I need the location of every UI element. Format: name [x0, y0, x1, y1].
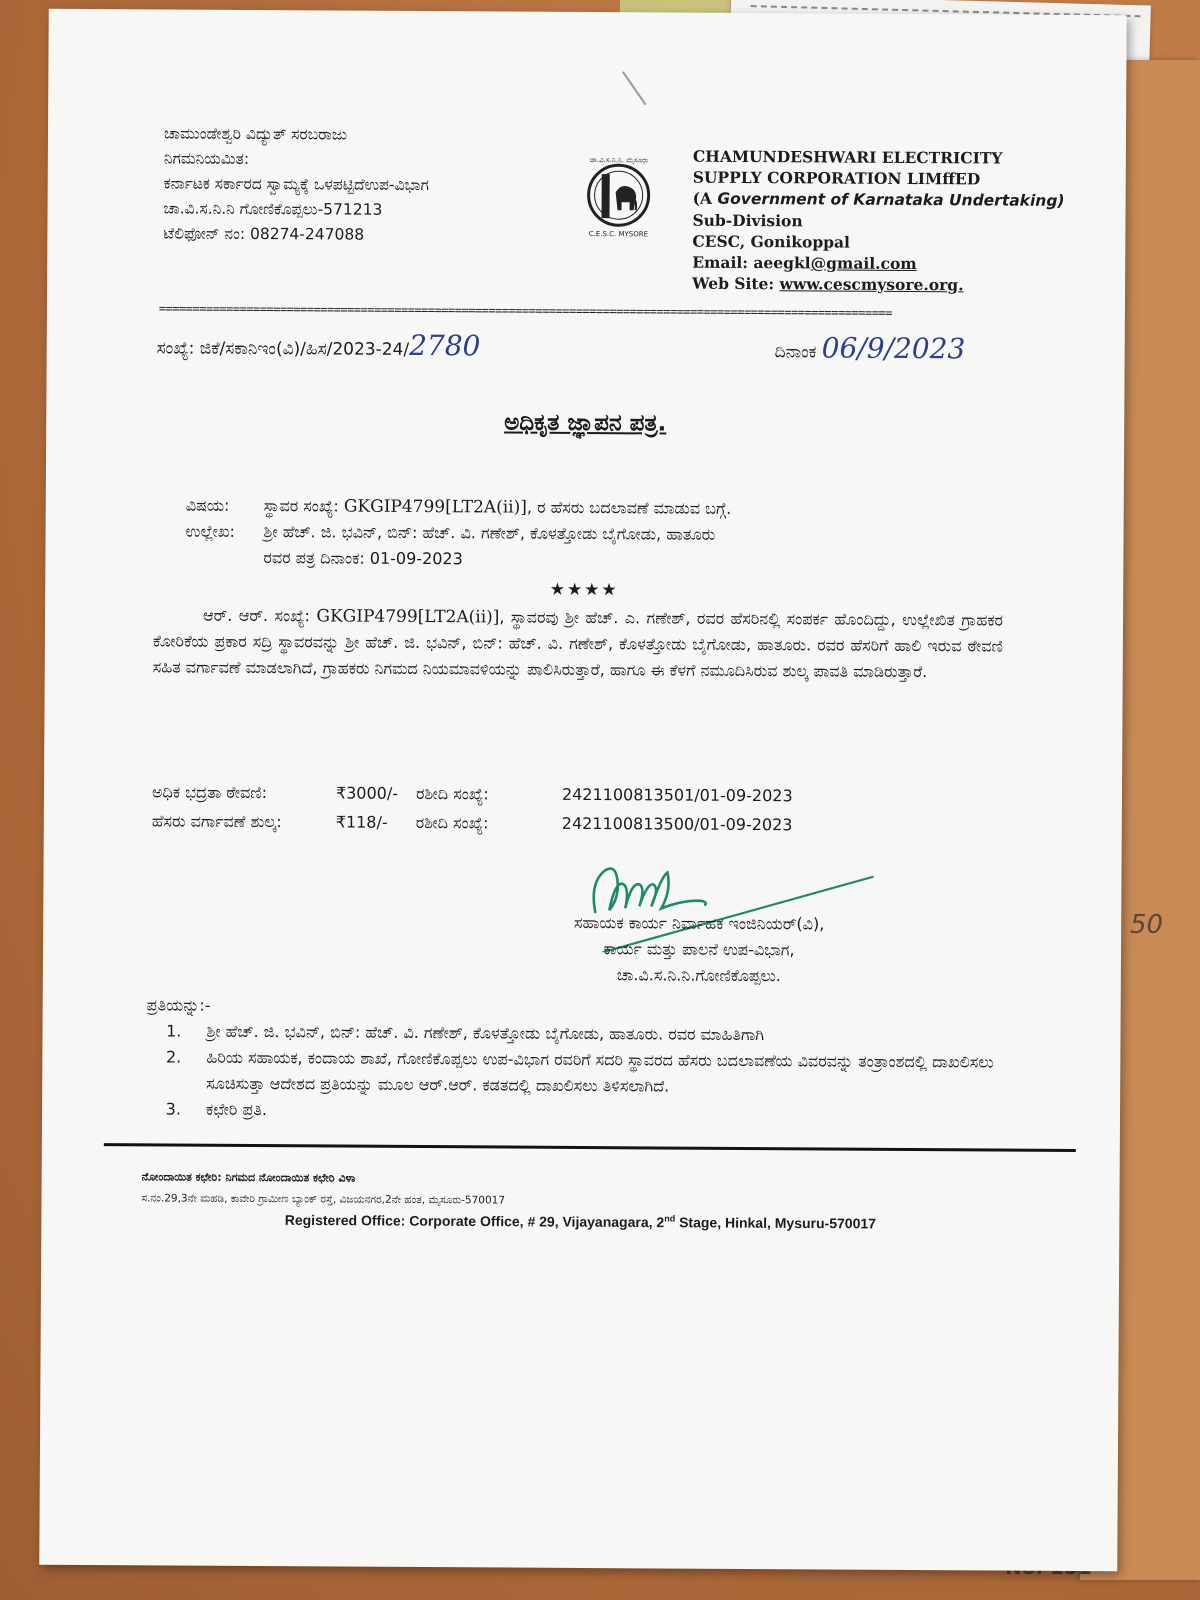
header-kn-line4: ಚಾ.ವಿ.ಸ.ನಿ.ನಿ ಗೋಣಿಕೊಪ್ಪಲು-571213 — [163, 199, 383, 219]
logo-bottom-text: C.E.S.C. MYSORE — [588, 230, 649, 239]
copies-list-item: 3. ಕಛೇರಿ ಪ್ರತಿ. — [186, 1097, 1006, 1128]
letter-date — [775, 331, 966, 365]
fee-amount: ₹118/- — [335, 812, 388, 832]
ref-line2-text: ರವರ ಪತ್ರ ದಿನಾಂಕ: 01-09-2023 — [263, 548, 463, 569]
header-en-line3-italic: Government of Karnataka Undertaking) — [717, 189, 1065, 210]
header-email — [692, 252, 1064, 275]
header-en-line3-prefix: (A — [692, 188, 718, 208]
footer-en-sup: nd — [664, 1213, 676, 1224]
staple-pin — [622, 71, 646, 105]
footer-en-pre: Registered Office: Corporate Office, # 29, Vijayanagara, 2 — [284, 1211, 665, 1231]
fee-label: ಅಧಿಕ ಭದ್ರತಾ ಠೇವಣಿ: — [151, 782, 268, 803]
header-kn-line2: ನಿಗಮನಿಯಮಿತ: — [163, 149, 250, 168]
website-link[interactable]: www.cescmysore.org. — [779, 274, 964, 295]
cesc-logo-icon — [575, 152, 662, 239]
reference-prefix: ಸಂಖ್ಯೆ: ಜಿಕೆ/ಸಕಾನಿಇಂ(ವಿ)/ಹಿಸ/2023-24/ — [156, 338, 410, 360]
header-english — [692, 146, 1065, 296]
fee-receipt-number: 2421100813500/01-09-2023 — [561, 813, 793, 835]
header-en-line5: CESC, Gonikoppal — [692, 231, 851, 252]
reference-number — [157, 327, 481, 362]
header-en-line3 — [693, 188, 1065, 212]
header-en-line1: CHAMUNDESHWARI ELECTRICITY — [692, 146, 1003, 168]
designation-line1: ಸಹಾಯಕ ಕಾರ್ಯ ನಿರ್ವಾಹಕ ಇಂಜಿನಿಯರ್(ವಿ), — [573, 912, 825, 934]
footer-registered-office — [41, 1210, 1119, 1233]
logo-top-text: ಚಾ.ವಿ.ಸ.ನಿ.ನಿ. ಮೈಸೂರು — [589, 156, 649, 165]
header-en-line2: SUPPLY CORPORATION LIMffED — [692, 167, 981, 189]
copies-list — [146, 1018, 1007, 1127]
website-label: Web Site: — [692, 273, 780, 294]
email-link[interactable]: @gmail.com — [810, 253, 917, 274]
subject-code: GKGIP4799[LT2A(ii)] — [343, 496, 527, 518]
date-handwritten: 06/9/2023 — [821, 331, 966, 366]
footer-en-post: Stage, Hinkal, Mysuru-570017 — [675, 1214, 877, 1232]
header-kn-line5: ಟೆಲಿಫೋನ್ ನಂ: 08274-247088 — [163, 224, 365, 244]
fee-amount: ₹3000/- — [335, 783, 399, 803]
header-en-line4: Sub-Division — [692, 210, 803, 231]
fee-label: ಹೆಸರು ವರ್ಗಾವಣೆ ಶುಲ್ಕ: — [151, 811, 282, 832]
body-pre: ಆರ್. ಆರ್. ಸಂಖ್ಯೆ: — [203, 605, 317, 626]
subject-line — [186, 493, 732, 522]
reference-line2 — [185, 545, 731, 574]
date-label: ದಿನಾಂಕ — [774, 342, 822, 363]
subject-post: , ರ ಹೆಸರು ಬದಲಾವಣೆ ಮಾಡುವ ಬಗ್ಗೆ. — [526, 497, 732, 518]
header-website — [692, 273, 1064, 296]
reference-number-handwritten: 2780 — [409, 328, 481, 363]
fee-row — [152, 777, 793, 810]
header-kn-line3: ಕರ್ನಾಟಕ ಸರ್ಕಾರದ ಸ್ವಾಮ್ಯಕ್ಕೆ ಒಳಪಟ್ಟಿದೆಉಪ-ವಿಭಾಗ — [163, 174, 430, 195]
ref-label: ಉಲ್ಲೇಖ: — [185, 521, 236, 541]
subject-pre: ಸ್ಥಾವರ ಸಂಖ್ಯೆ: — [263, 496, 344, 516]
signatory-designation — [509, 910, 889, 990]
fees-table — [152, 777, 793, 839]
letter-title — [46, 407, 1124, 440]
ref-text: ಶ್ರೀ ಹೆಚ್. ಜಿ. ಭವಿನ್, ಬಿನ್: ಹೆಚ್. ವಿ. ಗಣೇಶ್, ಕೊಳತ್ತೋಡು ಬೈಗೋಡು, ಹಾತೂರು — [263, 522, 716, 544]
header-kn-line1: ಚಾಮುಂಡೇಶ್ವರಿ ವಿದ್ಯುತ್ ಸರಬರಾಜು — [163, 124, 348, 144]
header-kannada — [163, 121, 429, 248]
stars-divider: ★★★★ — [549, 579, 619, 601]
footer-kn-line2: ಸ.ನಂ.29,3ನೇ ಮಹಡಿ, ಕಾವೇರಿ ಗ್ರಾಮೀಣ ಬ್ಯಾಂಕ್ ರಸ್ತೆ, ವಿಜಯನಗರ,2ನೇ ಹಂತ, ಮೈಸೂರು-570017 — [141, 1192, 506, 1207]
copies-list-item: 2. ಹಿರಿಯ ಸಹಾಯಕ, ಕಂದಾಯ ಶಾಖೆ, ಗೋಣಿಕೊಪ್ಪಲು ಉಪ-ವಿಭಾಗ ರವರಿಗೆ ಸದರಿ ಸ್ಥಾವರದ ಹೆಸರು ಬದಲಾವಣೆಯ ವಿವರವನ್ನು ತಂತ್ರಾಂಶದಲ್ಲಿ ದಾಖಲಿಸಲು ಸೂಚಿಸುತ್ತಾ ಆದೇಶದ ಪ್ರತಿಯನ್ನು ಮೂಲ ಆರ್.ಆರ್. ಕಡತದಲ್ಲಿ ದಾಖಲಿಸಲು ತಿಳಿಸಲಾಗಿದೆ. — [186, 1045, 1006, 1102]
reference-line — [185, 519, 731, 548]
body-post: , ಸ್ಥಾವರವು ಶ್ರೀ ಹೆಚ್. ಎ. ಗಣೇಶ್, ರವರ ಹೆಸರಿನಲ್ಲಿ ಸಂಪರ್ಕ ಹೊಂದಿದ್ದು, ಉಲ್ಲೇಖಿತ ಗ್ರಾಹಕರ ಕೋರಿಕೆಯ ಪ್ರಕಾರ ಸದ್ರಿ ಸ್ಥಾವರವನ್ನು ಶ್ರೀ ಹೆಚ್. ಜಿ. ಭವಿನ್, ಬಿನ್: ಹೆಚ್. ವಿ. ಗಣೇಶ್, ಕೊಳತ್ತೋಡು ಬೈಗೋಡು, ಹಾತೂರು. ರವರ ಹೆಸರಿಗೆ ಹಾಲಿ ಇರುವ ಠೇವಣಿ ಸಹಿತ ವರ್ಗಾವಣೆ ಮಾಡಲಾಗಿದೆ, ಗ್ರಾಹಕರು ನಿಗಮದ ನಿಯಮಾವಳಿಯನ್ನು ಪಾಲಿಸಿರುತ್ತಾರೆ, ಹಾಗೂ ಈ ಕೆಳಗೆ ನಮೂದಿಸಿರುವ ಶುಲ್ಕ ಪಾವತಿ ಮಾಡಿರುತ್ತಾರೆ. — [152, 607, 1004, 682]
fee-receipt-label: ರಶೀದಿ ಸಂಖ್ಯೆ: — [415, 783, 489, 804]
designation-line2: ಕಾರ್ಯ ಮತ್ತು ಪಾಲನೆ ಉಪ-ವಿಭಾಗ, — [603, 939, 795, 960]
fee-receipt-number: 2421100813501/01-09-2023 — [561, 784, 793, 806]
fee-receipt-label: ರಶೀದಿ ಸಂಖ್ಯೆ: — [415, 812, 489, 833]
fee-row — [152, 806, 793, 839]
footer-divider — [104, 1143, 1076, 1152]
body-code: GKGIP4799[LT2A(ii)] — [316, 606, 500, 628]
letter-title-text: ಅಧಿಕೃತ ಜ್ಞಾಪನ ಪತ್ರ. — [504, 409, 667, 437]
designation-line3: ಚಾ.ವಿ.ಸ.ನಿ.ನಿ.ಗೋಣಿಕೊಪ್ಪಲು. — [616, 965, 781, 986]
email-label: Email: aeegkl — [692, 252, 811, 273]
letter-page — [39, 9, 1126, 1572]
body-paragraph — [153, 602, 1003, 685]
side-handwritten-number: 50 — [1130, 910, 1164, 940]
copies-list-item: 1. ಶ್ರೀ ಹೆಚ್. ಜಿ. ಭವಿನ್, ಬಿನ್: ಹೆಚ್. ವಿ. ಗಣೇಶ್, ಕೊಳತ್ತೋಡು ಬೈಗೋಡು, ಹಾತೂರು. ರವರ ಮಾಹಿತಿಗಾಗಿ — [186, 1019, 1006, 1050]
subject-block — [185, 493, 731, 574]
subject-label: ವಿಷಯ: — [185, 495, 230, 515]
separator-line: ============================================================================================================= — [158, 301, 892, 320]
footer-kn-line1: ನೋಂದಾಯಿತ ಕಛೇರಿ: ನಿಗಮದ ನೋಂದಾಯಿತ ಕಛೇರಿ ವಿಳಾ — [141, 1170, 356, 1185]
copies-to-block — [146, 992, 1007, 1127]
copies-heading: ಪ್ರತಿಯನ್ನು:- — [146, 995, 211, 1015]
